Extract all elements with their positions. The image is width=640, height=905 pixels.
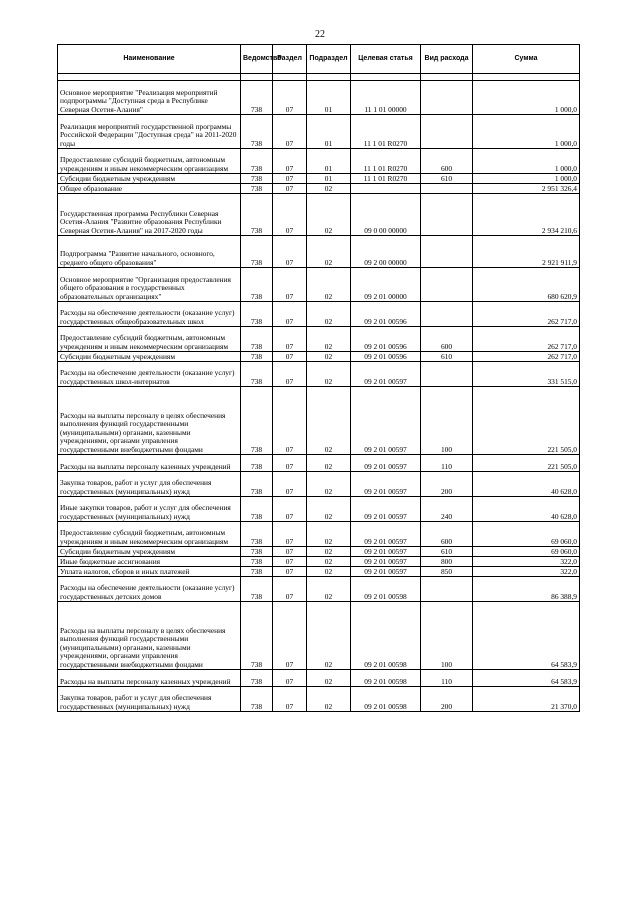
- cell-summa: 331 515,0: [473, 362, 580, 387]
- cell-celevaya: 09 2 01 00597: [351, 557, 421, 567]
- cell-razdel: 07: [273, 327, 307, 352]
- cell-podrazdel: 02: [307, 472, 351, 497]
- table-row: [58, 547, 580, 557]
- cell-ved: 738: [241, 602, 273, 670]
- budget-table: [57, 44, 580, 712]
- cell-podrazdel: 02: [307, 602, 351, 670]
- cell-podrazdel: 02: [307, 455, 351, 472]
- cell-summa: 322,0: [473, 557, 580, 567]
- cell-razdel: 07: [273, 174, 307, 184]
- cell-podrazdel: 02: [307, 362, 351, 387]
- cell-ved: 738: [241, 268, 273, 302]
- cell-name: Предоставление субсидий бюджетным, автономным учреждениям и иным некоммерческим организациям: [58, 327, 241, 352]
- cell-celevaya: 09 0 00 00000: [351, 194, 421, 236]
- cell-vid: [421, 577, 473, 602]
- cell-summa: 64 583,9: [473, 602, 580, 670]
- table-row: [58, 327, 580, 352]
- cell-ved: 738: [241, 687, 273, 712]
- cell-name: Расходы на выплаты персоналу казенных учреждений: [58, 455, 241, 472]
- cell-razdel: 07: [273, 149, 307, 174]
- cell-summa: 680 620,9: [473, 268, 580, 302]
- cell-name: Общее образование: [58, 184, 241, 194]
- table-body: [58, 74, 580, 712]
- cell-celevaya: 09 2 01 00597: [351, 547, 421, 557]
- cell-name: Подпрограмма "Развитие начального, основного, среднего общего образования": [58, 236, 241, 268]
- cell-podrazdel: 02: [307, 547, 351, 557]
- cell-summa: 1 000,0: [473, 115, 580, 149]
- cell-podrazdel: 02: [307, 194, 351, 236]
- cell-summa: 2 951 326,4: [473, 184, 580, 194]
- cell-name: Расходы на обеспечение деятельности (оказание услуг) государственных детских домов: [58, 577, 241, 602]
- cell-summa: 2 934 210,6: [473, 194, 580, 236]
- cell-celevaya: 11 1 01 R0270: [351, 174, 421, 184]
- table-row: [58, 352, 580, 362]
- cell-name: Расходы на выплаты персоналу в целях обеспечения выполнения функций государственными (муниципальными) органами, казенными учреждениями, органами управления государственными внебюджетными фондами: [58, 387, 241, 455]
- cell-celevaya: 09 2 01 00597: [351, 497, 421, 522]
- table-row: [58, 670, 580, 687]
- cell-name: Предоставление субсидий бюджетным, автономным учреждениям и иным некоммерческим организациям: [58, 522, 241, 547]
- cell-podrazdel: 02: [307, 387, 351, 455]
- cell-ved: 738: [241, 115, 273, 149]
- cell-podrazdel: 01: [307, 174, 351, 184]
- cell-razdel: 07: [273, 577, 307, 602]
- cell-summa: 69 060,0: [473, 547, 580, 557]
- table-row: [58, 557, 580, 567]
- cell-vid: 610: [421, 547, 473, 557]
- cell-summa: 86 388,9: [473, 577, 580, 602]
- cell-vid: [421, 362, 473, 387]
- column-header-vid: Вид расхода: [421, 45, 473, 74]
- cell-podrazdel: 02: [307, 577, 351, 602]
- cell-ved: 738: [241, 472, 273, 497]
- table-row: [58, 174, 580, 184]
- cell-podrazdel: 01: [307, 81, 351, 115]
- table-row: [58, 115, 580, 149]
- cell-summa: 262 717,0: [473, 302, 580, 327]
- cell-razdel: 07: [273, 557, 307, 567]
- cell-vid: 800: [421, 557, 473, 567]
- cell-name: Основное мероприятие "Организация предоставления общего образования в государственных образовательных организациях": [58, 268, 241, 302]
- cell-celevaya: 09 2 01 00598: [351, 670, 421, 687]
- cell-vid: 600: [421, 149, 473, 174]
- table-row: [58, 602, 580, 670]
- cell-vid: 850: [421, 567, 473, 577]
- table-row: [58, 184, 580, 194]
- table-row: [58, 387, 580, 455]
- cell-name: Предоставление субсидий бюджетным, автономным учреждениям и иным некоммерческим организациям: [58, 149, 241, 174]
- cell-celevaya: 11 1 01 R0270: [351, 149, 421, 174]
- table-row: [58, 522, 580, 547]
- cell-razdel: 07: [273, 302, 307, 327]
- cell-ved: 738: [241, 174, 273, 184]
- cell-summa: 221 505,0: [473, 455, 580, 472]
- cell-podrazdel: 02: [307, 557, 351, 567]
- cell-ved: 738: [241, 352, 273, 362]
- table-header-row: [58, 45, 580, 74]
- cell-podrazdel: 01: [307, 115, 351, 149]
- cell-name: Реализация мероприятий государственной программы Российской Федерации "Доступная среда" на 2011-2020 годы: [58, 115, 241, 149]
- cell-celevaya: 09 2 01 00598: [351, 602, 421, 670]
- cell-name: Субсидии бюджетным учреждениям: [58, 174, 241, 184]
- cell-ved: 738: [241, 81, 273, 115]
- cell-celevaya: 09 2 01 00597: [351, 472, 421, 497]
- cell-ved: 738: [241, 302, 273, 327]
- cell-vid: 200: [421, 687, 473, 712]
- cell-summa: 1 000,0: [473, 149, 580, 174]
- cell-podrazdel: 02: [307, 327, 351, 352]
- cell-summa: 262 717,0: [473, 352, 580, 362]
- cell-razdel: 07: [273, 670, 307, 687]
- cell-vid: 610: [421, 352, 473, 362]
- cell-celevaya: 09 2 01 00597: [351, 522, 421, 547]
- cell-ved: 738: [241, 557, 273, 567]
- cell-summa: 69 060,0: [473, 522, 580, 547]
- table-gap-row: [58, 74, 580, 81]
- cell-razdel: 07: [273, 352, 307, 362]
- cell-razdel: 07: [273, 387, 307, 455]
- table-row: [58, 472, 580, 497]
- cell-vid: [421, 268, 473, 302]
- table-row: [58, 236, 580, 268]
- page-number: 22: [315, 29, 325, 40]
- cell-ved: 738: [241, 387, 273, 455]
- cell-razdel: 07: [273, 602, 307, 670]
- cell-vid: 600: [421, 522, 473, 547]
- cell-ved: 738: [241, 149, 273, 174]
- cell-ved: 738: [241, 547, 273, 557]
- cell-celevaya: 09 2 01 00000: [351, 268, 421, 302]
- cell-ved: 738: [241, 522, 273, 547]
- cell-razdel: 07: [273, 547, 307, 557]
- cell-ved: 738: [241, 567, 273, 577]
- table-row: [58, 302, 580, 327]
- cell-celevaya: 09 2 01 00596: [351, 327, 421, 352]
- cell-name: Основное мероприятие "Реализация мероприятий подпрограммы "Доступная среда в Республике Северная Осетия-Алания": [58, 81, 241, 115]
- cell-name: Закупка товаров, работ и услуг для обеспечения государственных (муниципальных) нужд: [58, 472, 241, 497]
- cell-celevaya: 09 2 01 00596: [351, 302, 421, 327]
- table-row: [58, 455, 580, 472]
- cell-podrazdel: 02: [307, 567, 351, 577]
- column-header-ved: Ведомство: [241, 45, 273, 74]
- cell-ved: 738: [241, 362, 273, 387]
- cell-summa: 322,0: [473, 567, 580, 577]
- cell-name: Расходы на выплаты персоналу в целях обеспечения выполнения функций государственными (муниципальными) органами, казенными учреждениями, органами управления государственными внебюджетными фондами: [58, 602, 241, 670]
- cell-vid: [421, 81, 473, 115]
- cell-summa: 21 370,0: [473, 687, 580, 712]
- cell-name: Расходы на обеспечение деятельности (оказание услуг) государственных общеобразовательных школ: [58, 302, 241, 327]
- cell-name: Расходы на выплаты персоналу казенных учреждений: [58, 670, 241, 687]
- cell-ved: 738: [241, 194, 273, 236]
- cell-vid: 600: [421, 327, 473, 352]
- cell-ved: 738: [241, 236, 273, 268]
- cell-podrazdel: 01: [307, 149, 351, 174]
- cell-podrazdel: 02: [307, 268, 351, 302]
- cell-razdel: 07: [273, 115, 307, 149]
- column-header-celevaya: Целевая статья: [351, 45, 421, 74]
- cell-ved: 738: [241, 670, 273, 687]
- column-header-summa: Сумма: [473, 45, 580, 74]
- cell-vid: 100: [421, 387, 473, 455]
- cell-vid: 240: [421, 497, 473, 522]
- cell-vid: 110: [421, 670, 473, 687]
- cell-vid: [421, 184, 473, 194]
- cell-summa: 40 628,0: [473, 472, 580, 497]
- cell-vid: 610: [421, 174, 473, 184]
- cell-vid: [421, 302, 473, 327]
- cell-celevaya: 11 1 01 00000: [351, 81, 421, 115]
- column-header-razdel: Раздел: [273, 45, 307, 74]
- cell-ved: 738: [241, 184, 273, 194]
- table-row: [58, 497, 580, 522]
- cell-ved: 738: [241, 455, 273, 472]
- cell-vid: [421, 194, 473, 236]
- cell-podrazdel: 02: [307, 302, 351, 327]
- cell-vid: 200: [421, 472, 473, 497]
- cell-razdel: 07: [273, 472, 307, 497]
- cell-summa: 1 000,0: [473, 81, 580, 115]
- cell-razdel: 07: [273, 194, 307, 236]
- cell-razdel: 07: [273, 522, 307, 547]
- cell-summa: 1 000,0: [473, 174, 580, 184]
- column-header-name: Наименование: [58, 45, 241, 74]
- table-row: [58, 567, 580, 577]
- cell-razdel: 07: [273, 455, 307, 472]
- cell-celevaya: 09 2 01 00596: [351, 352, 421, 362]
- cell-podrazdel: 02: [307, 497, 351, 522]
- cell-name: Субсидии бюджетным учреждениям: [58, 352, 241, 362]
- cell-summa: 40 628,0: [473, 497, 580, 522]
- cell-ved: 738: [241, 327, 273, 352]
- cell-name: Закупка товаров, работ и услуг для обеспечения государственных (муниципальных) нужд: [58, 687, 241, 712]
- cell-razdel: 07: [273, 184, 307, 194]
- cell-summa: 262 717,0: [473, 327, 580, 352]
- table-row: [58, 687, 580, 712]
- cell-celevaya: 09 2 01 00598: [351, 687, 421, 712]
- cell-vid: 100: [421, 602, 473, 670]
- cell-name: Субсидии бюджетным учреждениям: [58, 547, 241, 557]
- cell-celevaya: 11 1 01 R0270: [351, 115, 421, 149]
- cell-vid: 110: [421, 455, 473, 472]
- table-row: [58, 194, 580, 236]
- cell-name: Государственная программа Республики Северная Осетия-Алания "Развитие образования Республики Северная Осетия-Алания" на 2017-2020 годы: [58, 194, 241, 236]
- cell-summa: 221 505,0: [473, 387, 580, 455]
- cell-celevaya: [351, 184, 421, 194]
- cell-podrazdel: 02: [307, 236, 351, 268]
- cell-summa: 64 583,9: [473, 670, 580, 687]
- table-row: [58, 268, 580, 302]
- cell-razdel: 07: [273, 362, 307, 387]
- cell-podrazdel: 02: [307, 670, 351, 687]
- cell-celevaya: 09 2 01 00597: [351, 387, 421, 455]
- column-header-podrazdel: Подраздел: [307, 45, 351, 74]
- cell-vid: [421, 236, 473, 268]
- cell-summa: 2 921 911,9: [473, 236, 580, 268]
- cell-razdel: 07: [273, 268, 307, 302]
- table-row: [58, 577, 580, 602]
- cell-celevaya: 09 2 01 00597: [351, 567, 421, 577]
- cell-razdel: 07: [273, 81, 307, 115]
- cell-name: Иные закупки товаров, работ и услуг для обеспечения государственных (муниципальных) нужд: [58, 497, 241, 522]
- cell-podrazdel: 02: [307, 522, 351, 547]
- cell-razdel: 07: [273, 687, 307, 712]
- cell-razdel: 07: [273, 567, 307, 577]
- cell-podrazdel: 02: [307, 687, 351, 712]
- cell-name: Иные бюджетные ассигнования: [58, 557, 241, 567]
- cell-celevaya: 09 2 00 00000: [351, 236, 421, 268]
- cell-razdel: 07: [273, 497, 307, 522]
- cell-name: Расходы на обеспечение деятельности (оказание услуг) государственных школ-интернатов: [58, 362, 241, 387]
- cell-ved: 738: [241, 577, 273, 602]
- cell-celevaya: 09 2 01 00598: [351, 577, 421, 602]
- cell-ved: 738: [241, 497, 273, 522]
- table-row: [58, 81, 580, 115]
- table-row: [58, 362, 580, 387]
- cell-celevaya: 09 2 01 00597: [351, 362, 421, 387]
- cell-podrazdel: 02: [307, 184, 351, 194]
- table-row: [58, 149, 580, 174]
- cell-razdel: 07: [273, 236, 307, 268]
- cell-name: Уплата налогов, сборов и иных платежей: [58, 567, 241, 577]
- cell-vid: [421, 115, 473, 149]
- cell-celevaya: 09 2 01 00597: [351, 455, 421, 472]
- cell-podrazdel: 02: [307, 352, 351, 362]
